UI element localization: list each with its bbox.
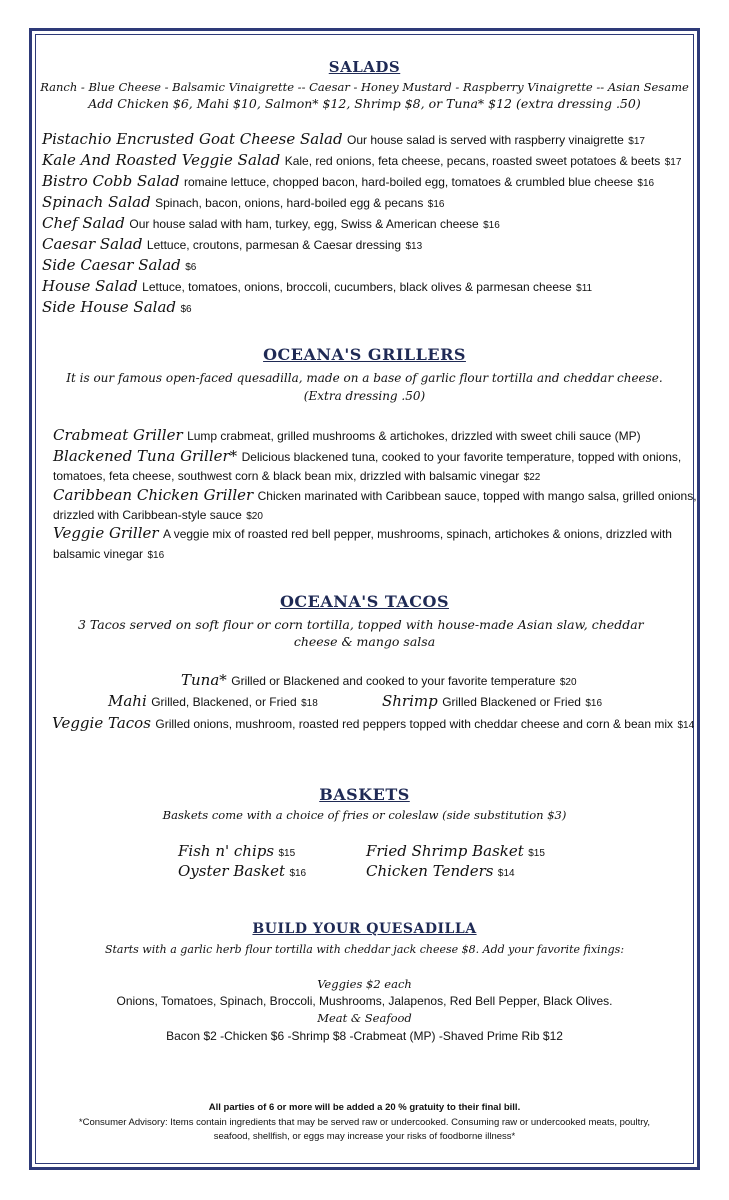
griller-name: Blackened Tuna Griller* — [53, 447, 238, 465]
basket-name: Chicken Tenders — [366, 862, 494, 880]
salad-desc: Kale, red onions, feta cheese, pecans, roasted sweet potatoes & beets — [284, 154, 661, 168]
taco-veggie-price: $14 — [677, 720, 695, 731]
taco-mahi — [108, 692, 318, 711]
salad-price: $13 — [405, 241, 423, 252]
salad-item — [42, 151, 681, 170]
griller-item — [53, 486, 697, 505]
griller-desc: Lump crabmeat, grilled mushrooms & artichokes, drizzled with sweet chili sauce (MP) — [187, 429, 641, 443]
taco-veggie-name: Veggie Tacos — [52, 714, 151, 732]
salad-item — [42, 277, 592, 296]
salad-desc: Lettuce, croutons, parmesan & Caesar dressing — [146, 238, 402, 252]
salad-price: $11 — [576, 283, 593, 294]
salad-price: $16 — [637, 178, 655, 189]
basket-oyster — [178, 862, 306, 881]
salad-name: Bistro Cobb Salad — [42, 172, 180, 190]
salad-price: $17 — [628, 136, 645, 147]
taco-tuna-price: $20 — [559, 677, 577, 688]
grillers-extra-dressing: (Extra dressing .50) — [303, 389, 426, 403]
basket-chicken-tenders — [366, 862, 515, 881]
griller-item — [53, 447, 681, 466]
taco-shrimp-name: Shrimp — [382, 692, 438, 710]
taco-tuna-name: Tuna* — [181, 671, 227, 689]
griller-item-continued — [53, 545, 164, 563]
griller-desc: Chicken marinated with Caribbean sauce, topped with mango salsa, grilled onions, — [257, 489, 697, 503]
griller-desc: A veggie mix of roasted red bell pepper, mushrooms, spinach, artichokes & onions, drizzled with — [163, 527, 672, 541]
griller-item-continued — [53, 467, 540, 485]
salad-desc: romaine lettuce, chopped bacon, hard-boiled egg, tomatoes & crumbled blue cheese — [184, 175, 633, 189]
taco-shrimp-desc: Grilled Blackened or Fried — [442, 695, 581, 709]
salad-price: $6 — [185, 262, 197, 273]
taco-mahi-name: Mahi — [108, 692, 147, 710]
baskets-intro: Baskets come with a choice of fries or coleslaw (side substitution $3) — [162, 808, 567, 822]
quesadilla-veggies: Onions, Tomatoes, Spinach, Broccoli, Mushrooms, Jalapenos, Red Bell Pepper, Black Olives. — [116, 994, 613, 1008]
salad-price: $6 — [180, 304, 192, 315]
basket-price: $16 — [289, 868, 307, 879]
salad-name: Caesar Salad — [42, 235, 143, 253]
griller-name: Caribbean Chicken Griller — [53, 486, 254, 504]
salad-price: $16 — [427, 199, 445, 210]
griller-price: $22 — [523, 472, 541, 483]
salads-heading: SALADS — [328, 58, 401, 76]
taco-shrimp-price: $16 — [585, 698, 603, 709]
griller-name: Crabmeat Griller — [53, 426, 183, 444]
quesadilla-veggies-label: Veggies $2 each — [317, 977, 412, 991]
griller-desc: Delicious blackened tuna, cooked to your favorite temperature, topped with onions, — [241, 450, 682, 464]
taco-mahi-price: $18 — [301, 698, 318, 709]
taco-veggie — [52, 714, 694, 733]
salads-addons: Add Chicken $6, Mahi $10, Salmon* $12, Shrimp $8, or Tuna* $12 (extra dressing .50) — [88, 96, 641, 111]
salad-item — [42, 235, 422, 254]
quesadilla-intro: Starts with a garlic herb flour tortilla with cheddar jack cheese $8. Add your favorite fixings: — [104, 943, 625, 956]
salad-name: Chef Salad — [42, 214, 125, 232]
basket-price: $15 — [528, 848, 545, 859]
quesadilla-meat-label: Meat & Seafood — [317, 1011, 412, 1025]
tacos-heading: OCEANA'S TACOS — [279, 592, 449, 611]
basket-name: Fried Shrimp Basket — [366, 842, 524, 860]
salads-dressings: Ranch - Blue Cheese - Balsamic Vinaigrette -- Caesar - Honey Mustard - Raspberry Vinaigrette -- Asian Sesame — [40, 80, 689, 94]
salad-item — [42, 298, 192, 317]
baskets-heading: BASKETS — [319, 785, 410, 804]
salad-name: House Salad — [42, 277, 138, 295]
tacos-intro-2: cheese & mango salsa — [293, 634, 436, 649]
salad-name: Kale And Roasted Veggie Salad — [42, 151, 281, 169]
salad-desc: Lettuce, tomatoes, onions, broccoli, cucumbers, black olives & parmesan cheese — [142, 280, 572, 294]
grillers-intro: It is our famous open-faced quesadilla, made on a base of garlic flour tortilla and cheddar cheese. — [66, 371, 663, 385]
griller-price: $16 — [147, 550, 165, 561]
salad-price: $16 — [483, 220, 500, 231]
basket-price: $14 — [497, 868, 515, 879]
grillers-heading: OCEANA'S GRILLERS — [263, 345, 466, 364]
basket-fish-n-chips — [178, 842, 295, 861]
griller-item — [53, 524, 672, 543]
griller-desc-continued: balsamic vinegar — [53, 547, 144, 561]
griller-desc-continued: tomatoes, feta cheese, southwest corn & black bean mix, drizzled with balsamic vinegar — [53, 469, 520, 483]
taco-veggie-desc: Grilled onions, mushroom, roasted red peppers topped with cheddar cheese and corn & bean mix — [155, 717, 673, 731]
salad-price: $17 — [664, 157, 682, 168]
salad-name: Side Caesar Salad — [42, 256, 181, 274]
taco-shrimp — [382, 692, 602, 711]
basket-name: Fish n' chips — [178, 842, 275, 860]
consumer-advisory-2: seafood, shellfish, or eggs may increase your risks of foodborne illness* — [213, 1131, 516, 1142]
griller-item — [53, 426, 641, 445]
tacos-intro: 3 Tacos served on soft flour or corn tortilla, topped with house-made Asian slaw, cheddar — [78, 617, 644, 632]
gratuity-note: All parties of 6 or more will be added a 20 % gratuity to their final bill. — [208, 1102, 521, 1113]
salad-item — [42, 172, 654, 191]
salad-name: Spinach Salad — [42, 193, 151, 211]
taco-tuna-desc: Grilled or Blackened and cooked to your favorite temperature — [231, 674, 556, 688]
basket-name: Oyster Basket — [178, 862, 285, 880]
griller-desc-continued: drizzled with Caribbean-style sauce — [53, 508, 242, 522]
salad-desc: Our house salad is served with raspberry vinaigrette — [347, 133, 624, 147]
taco-mahi-desc: Grilled, Blackened, or Fried — [151, 695, 297, 709]
griller-name: Veggie Griller — [53, 524, 159, 542]
salad-desc: Our house salad with ham, turkey, egg, Swiss & American cheese — [129, 217, 479, 231]
griller-item-continued — [53, 506, 263, 524]
basket-price: $15 — [278, 848, 296, 859]
salad-name: Pistachio Encrusted Goat Cheese Salad — [42, 130, 343, 148]
salad-desc: Spinach, bacon, onions, hard-boiled egg & pecans — [155, 196, 424, 210]
griller-price: $20 — [246, 511, 263, 522]
salad-item — [42, 214, 500, 233]
quesadilla-heading: BUILD YOUR QUESADILLA — [252, 921, 477, 937]
basket-fried-shrimp — [366, 842, 545, 861]
salad-name: Side House Salad — [42, 298, 176, 316]
salad-item — [42, 130, 645, 149]
salad-item — [42, 256, 196, 275]
quesadilla-meat: Bacon $2 -Chicken $6 -Shrimp $8 -Crabmeat (MP) -Shaved Prime Rib $12 — [166, 1029, 563, 1043]
consumer-advisory: *Consumer Advisory: Items contain ingredients that may be served raw or undercooked. Consuming raw or undercooked meats, poultry, — [78, 1117, 651, 1128]
taco-tuna — [181, 671, 577, 690]
salad-item — [42, 193, 444, 212]
